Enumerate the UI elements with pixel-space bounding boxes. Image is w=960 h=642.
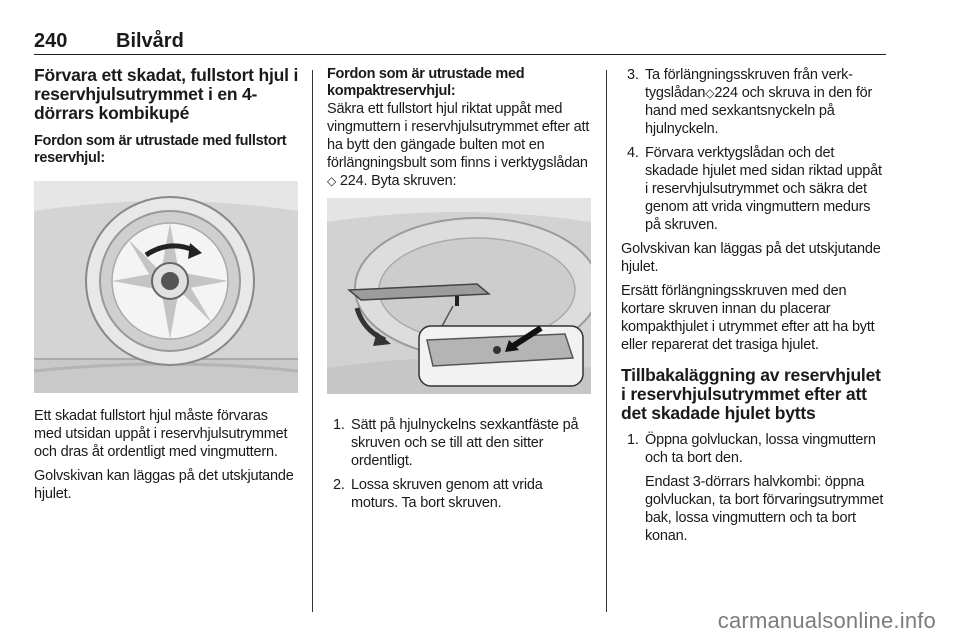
spare-wheel-drawing bbox=[34, 181, 298, 393]
paragraph-text: . Byta skruven: bbox=[363, 173, 457, 189]
page-reference-icon: ◇ bbox=[327, 174, 337, 188]
section-heading: Tillbakaläggning av reservhjulet i reservhjulsutrymmet efter att det skadade hjulet bytts bbox=[621, 365, 881, 423]
list-item: 1. Sätt på hjulnyckelns sexkantfäste på skruven och se till att den sitter ordentligt. bbox=[333, 417, 579, 469]
column-1 bbox=[34, 66, 299, 509]
page-number: 240 bbox=[34, 30, 68, 52]
paragraph: Golvskivan kan läggas på det utskjutande hjulet. bbox=[621, 241, 881, 275]
column-divider bbox=[606, 70, 607, 612]
chapter-title: Bilvård bbox=[116, 30, 184, 52]
screw-replacement-illustration bbox=[327, 198, 591, 394]
page-reference-icon: ◇ bbox=[705, 86, 715, 100]
column-2 bbox=[327, 66, 593, 518]
steps-list bbox=[621, 66, 887, 234]
column-divider bbox=[312, 70, 313, 612]
list-item: 2. Lossa skruven genom att vrida moturs. Ta bort skruven. bbox=[333, 477, 543, 511]
paragraph: Ersätt förlängningsskruven med den kortare skruven innan du placerar kompakthjulet i utrymmet efter att ha bytt eller reparerat det trasiga hjulet. bbox=[621, 283, 875, 353]
page-reference: 224 bbox=[714, 85, 738, 101]
paragraph: Ett skadat fullstort hjul måste förvaras med utsidan uppåt i reservhjulsutrymmet och dras åt ordentligt med vingmuttern. bbox=[34, 408, 288, 460]
screw-replacement-drawing bbox=[327, 198, 591, 394]
paragraph bbox=[327, 100, 593, 190]
list-item: 3. Ta förlängningsskruven från verktygslådan◇224 och skruva in den för hand med sexkantsnyckeln på hjulnyckeln. bbox=[627, 67, 873, 137]
paragraph: Golvskivan kan läggas på det utskjutande hjulet. bbox=[34, 468, 294, 502]
paragraph-text: Säkra ett fullstort hjul riktat uppåt med vingmuttern i reservhjulsutrymmet efter att ha bytt den gängade bulten mot en förlängningsbult som finns i verktygslådan bbox=[327, 101, 590, 171]
steps-list bbox=[327, 416, 593, 512]
page-reference: 224 bbox=[339, 173, 364, 189]
spare-wheel-illustration bbox=[34, 181, 298, 393]
column-3 bbox=[621, 66, 887, 551]
section-subheading: Fordon som är utrustade med kompaktreservhjul: bbox=[327, 66, 525, 99]
watermark: carmanualsonline.info bbox=[717, 608, 936, 633]
list-item: 4. Förvara verktygslådan och det skadade hjulet med sidan riktad uppåt i reservhjulsutrymmet och säkra det genom att vrida vingmuttern medurs på skruven. bbox=[627, 145, 882, 233]
section-heading: Förvara ett skadat, fullstort hjul i reservhjulsutrymmet i en 4-dörrars kombikupé bbox=[34, 65, 299, 123]
list-item: 1. Öppna golvluckan, lossa vingmuttern och ta bort den. Endast 3-dörrars halvkombi: öppna golvluckan, ta bort förvaringsutrymmet bak, lossa vingmuttern och ta bort konan. bbox=[627, 432, 884, 544]
section-subheading: Fordon som är utrustade med fullstort reservhjul: bbox=[34, 133, 287, 166]
page-header bbox=[34, 30, 886, 55]
steps-list bbox=[621, 431, 887, 545]
